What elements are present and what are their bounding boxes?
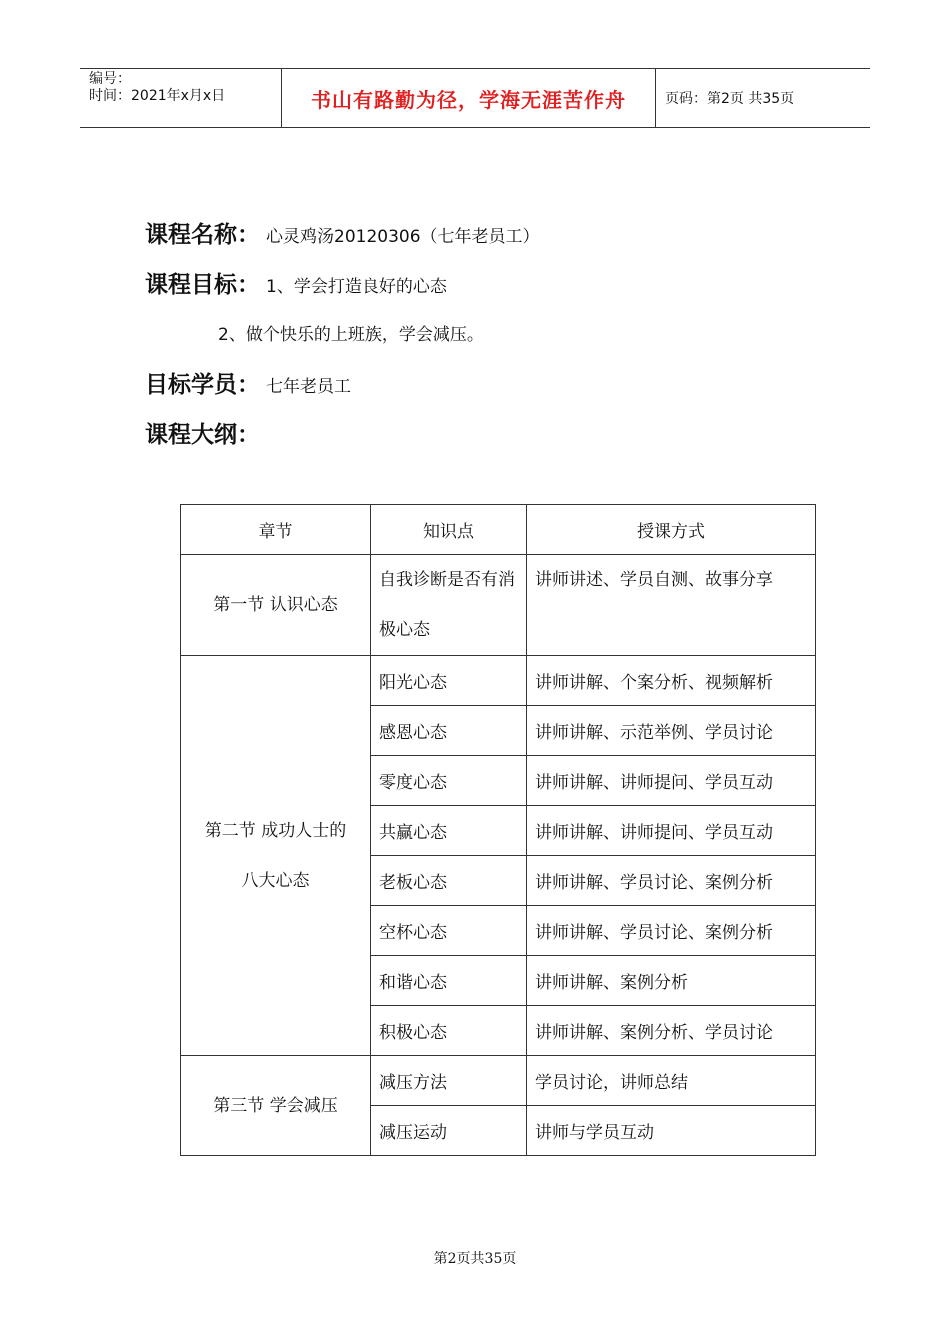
method-cell: 讲师讲述、学员自测、故事分享	[527, 555, 816, 656]
outline-line	[145, 416, 260, 449]
point-cell: 共赢心态	[371, 806, 527, 856]
method-cell: 讲师讲解、案例分析	[527, 956, 816, 1006]
method-cell: 讲师讲解、学员讨论、案例分析	[527, 906, 816, 956]
table-row	[181, 656, 816, 706]
header-page-cell	[656, 69, 870, 127]
point-cell: 感恩心态	[371, 706, 527, 756]
page-header	[80, 68, 870, 128]
point-cell: 零度心态	[371, 756, 527, 806]
header-motto-cell	[282, 69, 656, 127]
page-footer: 第2页共35页	[433, 1251, 517, 1267]
point-cell: 老板心态	[371, 856, 527, 906]
table-row	[181, 555, 816, 656]
number-label: 编号：	[89, 71, 131, 87]
method-cell: 讲师讲解、讲师提问、学员互动	[527, 756, 816, 806]
course-outline-table	[180, 504, 816, 1156]
point-cell: 减压方法	[371, 1056, 527, 1106]
header-meta	[80, 69, 282, 127]
target-label: 目标学员：	[145, 372, 260, 398]
course-name-value: 心灵鸡汤20120306（七年老员工）	[266, 227, 540, 247]
table-header-row	[181, 505, 816, 555]
chapter-line: 第二节 成功人士的	[204, 820, 347, 841]
course-name-label: 课程名称：	[145, 222, 260, 248]
page-label: 页码：第2页 共35页	[665, 91, 795, 107]
point-cell: 积极心态	[371, 1006, 527, 1056]
header-point: 知识点	[371, 505, 527, 555]
chapter-cell	[181, 656, 371, 1056]
point-cell: 减压运动	[371, 1106, 527, 1156]
outline-label: 课程大纲：	[145, 422, 260, 448]
course-goal-2: 2、做个快乐的上班族，学会减压。	[218, 325, 484, 345]
method-cell: 讲师讲解、案例分析、学员讨论	[527, 1006, 816, 1056]
motto: 书山有路勤为径，学海无涯苦作舟	[311, 87, 626, 112]
method-cell: 讲师讲解、讲师提问、学员互动	[527, 806, 816, 856]
point-cell: 空杯心态	[371, 906, 527, 956]
point-cell: 阳光心态	[371, 656, 527, 706]
target-line	[145, 366, 351, 399]
course-name-line	[145, 216, 540, 249]
method-cell: 讲师与学员互动	[527, 1106, 816, 1156]
method-cell: 学员讨论，讲师总结	[527, 1056, 816, 1106]
method-cell: 讲师讲解、个案分析、视频解析	[527, 656, 816, 706]
method-cell: 讲师讲解、示范举例、学员讨论	[527, 706, 816, 756]
point-cell: 和谐心态	[371, 956, 527, 1006]
course-goal-line	[145, 266, 447, 299]
header-method: 授课方式	[527, 505, 816, 555]
chapter-line: 八大心态	[241, 870, 310, 891]
point-cell: 自我诊断是否有消极心态	[371, 555, 527, 656]
header-chapter: 章节	[181, 505, 371, 555]
chapter-cell: 第一节 认识心态	[181, 555, 371, 656]
time-label: 时间：2021年x月x日	[89, 88, 226, 104]
chapter-cell: 第三节 学会减压	[181, 1056, 371, 1156]
method-cell: 讲师讲解、学员讨论、案例分析	[527, 856, 816, 906]
course-goal-label: 课程目标：	[145, 272, 260, 298]
target-value: 七年老员工	[266, 377, 351, 397]
table-row	[181, 1056, 816, 1106]
course-goal-1: 1、学会打造良好的心态	[266, 277, 447, 297]
